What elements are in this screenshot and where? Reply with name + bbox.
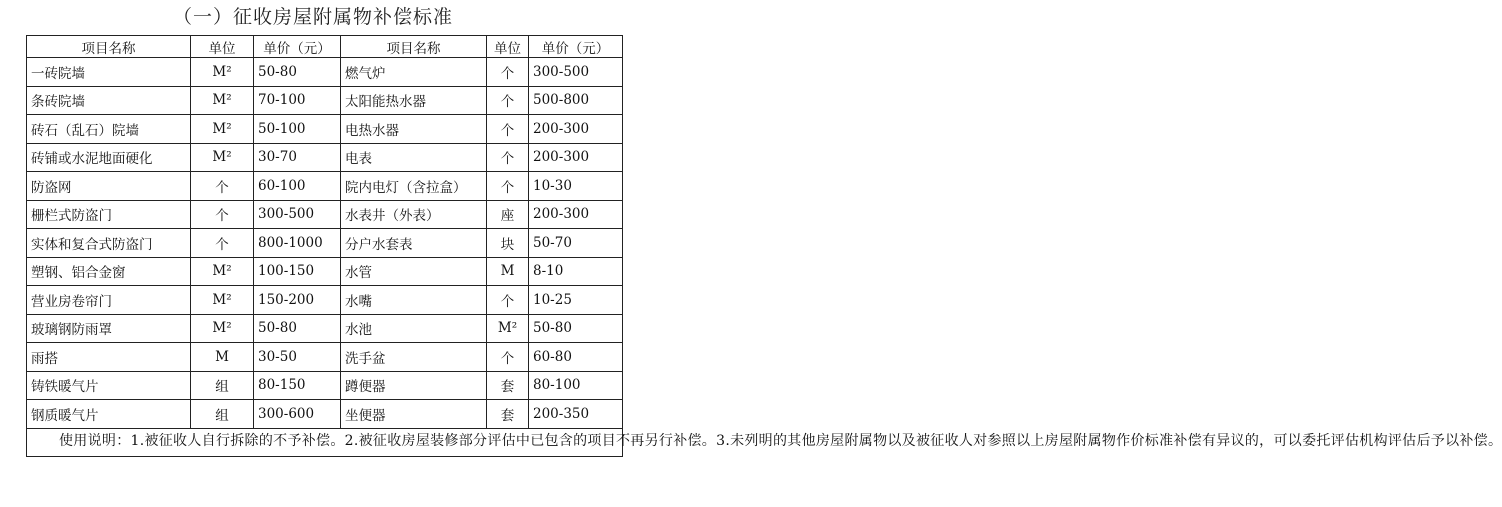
- price-right: 300-500: [529, 58, 623, 87]
- item-name-right: 水池: [341, 314, 487, 343]
- unit-right: M²: [487, 314, 529, 343]
- price-left: 30-70: [254, 143, 341, 172]
- unit-right: 个: [487, 143, 529, 172]
- unit-right: 个: [487, 115, 529, 144]
- header-unit-right: 单位: [487, 36, 529, 58]
- item-name-left: 栅栏式防盗门: [27, 200, 191, 229]
- unit-right: M: [487, 257, 529, 286]
- price-left: 100-150: [254, 257, 341, 286]
- price-right: 500-800: [529, 86, 623, 115]
- table-row: [27, 172, 623, 201]
- item-name-left: 一砖院墙: [27, 58, 191, 87]
- item-name-left: 条砖院墙: [27, 86, 191, 115]
- unit-right: 座: [487, 200, 529, 229]
- item-name-right: 太阳能热水器: [341, 86, 487, 115]
- item-name-left: 砖石（乱石）院墙: [27, 115, 191, 144]
- item-name-right: 水表井（外表）: [341, 200, 487, 229]
- price-left: 800-1000: [254, 229, 341, 258]
- price-right: 8-10: [529, 257, 623, 286]
- compensation-table: [26, 35, 1502, 457]
- item-name-right: 蹲便器: [341, 371, 487, 400]
- table-row: [27, 58, 623, 87]
- unit-right: 个: [487, 172, 529, 201]
- unit-left: M²: [191, 286, 254, 315]
- unit-left: 组: [191, 371, 254, 400]
- price-left: 60-100: [254, 172, 341, 201]
- unit-right: 个: [487, 343, 529, 372]
- price-right: 10-25: [529, 286, 623, 315]
- item-name-left: 玻璃钢防雨罩: [27, 314, 191, 343]
- price-left: 300-500: [254, 200, 341, 229]
- unit-left: 个: [191, 200, 254, 229]
- price-left: 70-100: [254, 86, 341, 115]
- price-right: 200-300: [529, 115, 623, 144]
- item-name-right: 水管: [341, 257, 487, 286]
- price-right: 200-350: [529, 400, 623, 429]
- item-name-right: 洗手盆: [341, 343, 487, 372]
- table-row: [27, 257, 623, 286]
- item-name-right: 坐便器: [341, 400, 487, 429]
- item-name-left: 营业房卷帘门: [27, 286, 191, 315]
- unit-left: M²: [191, 314, 254, 343]
- note-row: [27, 428, 623, 457]
- unit-left: M²: [191, 58, 254, 87]
- unit-left: M: [191, 343, 254, 372]
- item-name-right: 院内电灯（含拉盒）: [341, 172, 487, 201]
- header-price-right: 单价（元）: [529, 36, 623, 58]
- price-left: 30-50: [254, 343, 341, 372]
- table-row: [27, 400, 623, 429]
- table-header-row: [27, 36, 623, 58]
- unit-left: M²: [191, 115, 254, 144]
- unit-left: M²: [191, 257, 254, 286]
- price-right: 60-80: [529, 343, 623, 372]
- unit-right: 个: [487, 58, 529, 87]
- price-left: 150-200: [254, 286, 341, 315]
- price-right: 50-80: [529, 314, 623, 343]
- price-left: 300-600: [254, 400, 341, 429]
- item-name-left: 雨搭: [27, 343, 191, 372]
- unit-left: 个: [191, 229, 254, 258]
- item-name-right: 电热水器: [341, 115, 487, 144]
- header-unit-left: 单位: [191, 36, 254, 58]
- item-name-left: 钢质暖气片: [27, 400, 191, 429]
- unit-right: 套: [487, 400, 529, 429]
- item-name-left: 砖铺或水泥地面硬化: [27, 143, 191, 172]
- page-title: （一）征收房屋附属物补偿标准: [172, 6, 453, 28]
- item-name-left: 防盗网: [27, 172, 191, 201]
- item-name-right: 分户水套表: [341, 229, 487, 258]
- price-left: 50-100: [254, 115, 341, 144]
- usage-note: 使用说明：1.被征收人自行拆除的不予补偿。2.被征收房屋装修部分评估中已包含的项目不再另行补偿。3.未列明的其他房屋附属物以及被征收人对参照以上房屋附属物作价标准补偿有异议的，可以委托评估机构评估后予以补偿。: [27, 428, 623, 457]
- table-row: [27, 143, 623, 172]
- unit-right: 块: [487, 229, 529, 258]
- item-name-left: 铸铁暖气片: [27, 371, 191, 400]
- table-row: [27, 371, 623, 400]
- unit-left: 个: [191, 172, 254, 201]
- table-row: [27, 343, 623, 372]
- unit-left: M²: [191, 143, 254, 172]
- price-left: 80-150: [254, 371, 341, 400]
- price-left: 50-80: [254, 314, 341, 343]
- price-right: 200-300: [529, 200, 623, 229]
- unit-right: 个: [487, 86, 529, 115]
- price-right: 80-100: [529, 371, 623, 400]
- item-name-right: 燃气炉: [341, 58, 487, 87]
- header-price-left: 单价（元）: [254, 36, 341, 58]
- item-name-left: 塑钢、铝合金窗: [27, 257, 191, 286]
- unit-right: 个: [487, 286, 529, 315]
- price-right: 50-70: [529, 229, 623, 258]
- price-right: 200-300: [529, 143, 623, 172]
- item-name-left: 实体和复合式防盗门: [27, 229, 191, 258]
- header-item-name-right: 项目名称: [341, 36, 487, 58]
- unit-left: M²: [191, 86, 254, 115]
- price-left: 50-80: [254, 58, 341, 87]
- unit-right: 套: [487, 371, 529, 400]
- table-row: [27, 115, 623, 144]
- table-row: [27, 86, 623, 115]
- price-right: 10-30: [529, 172, 623, 201]
- table-row: [27, 286, 623, 315]
- table-body: [27, 58, 623, 429]
- unit-left: 组: [191, 400, 254, 429]
- table-row: [27, 200, 623, 229]
- item-name-right: 电表: [341, 143, 487, 172]
- table-row: [27, 314, 623, 343]
- header-item-name-left: 项目名称: [27, 36, 191, 58]
- item-name-right: 水嘴: [341, 286, 487, 315]
- table-row: [27, 229, 623, 258]
